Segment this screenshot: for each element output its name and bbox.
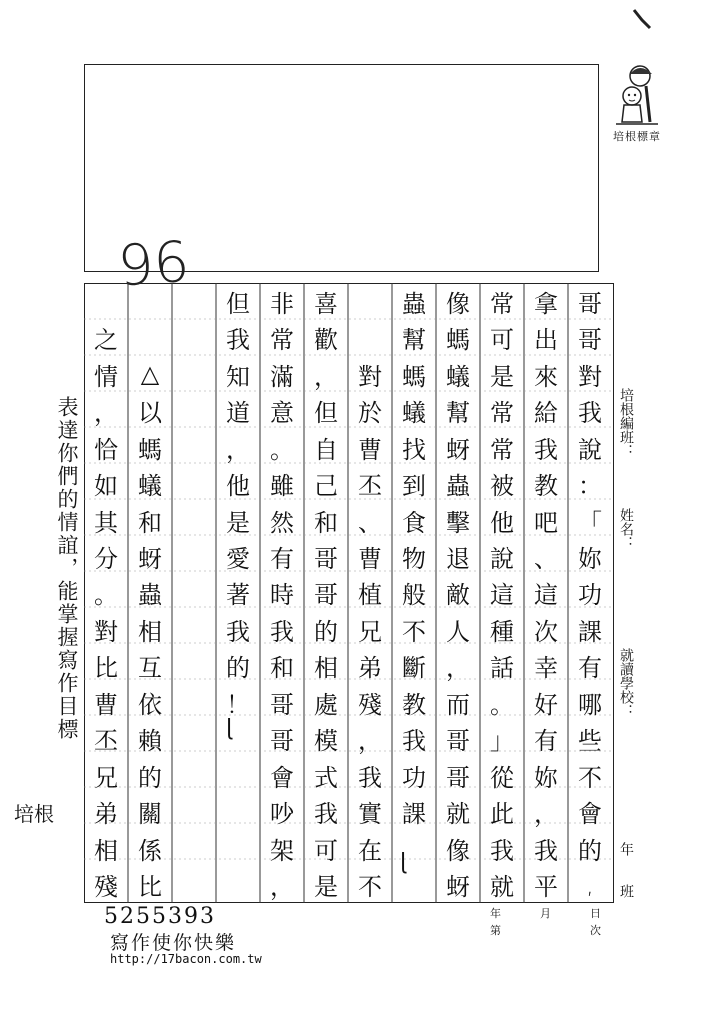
essay-char: 丕 <box>94 727 118 756</box>
essay-char: 而 <box>446 690 470 719</box>
essay-column <box>84 283 128 903</box>
essay-char: 話 <box>490 654 514 683</box>
essay-column <box>480 283 524 903</box>
essay-char: 教 <box>402 690 426 719</box>
essay-column <box>128 283 172 903</box>
essay-column <box>524 283 568 903</box>
essay-char: 可 <box>314 836 338 865</box>
essay-char <box>392 867 436 903</box>
essay-char: 相 <box>314 654 338 683</box>
essay-column <box>216 283 260 903</box>
footer-day: 日 <box>590 907 601 920</box>
essay-char: 好 <box>534 690 558 719</box>
essay-char: 給 <box>534 399 558 428</box>
essay-char: 般 <box>402 581 426 610</box>
essay-char: 常 <box>490 289 514 318</box>
essay-char <box>216 830 260 866</box>
essay-char <box>172 648 216 684</box>
essay-char: 我 <box>226 617 250 646</box>
essay-char: 被 <box>490 472 514 501</box>
essay-char: 我 <box>534 435 558 464</box>
essay-char: 架 <box>270 836 294 865</box>
footer-ci: 次 <box>590 924 601 937</box>
teacher-signature: 培根 <box>14 802 54 826</box>
essay-char: 蟲 <box>138 581 162 610</box>
essay-char: 的 <box>226 654 250 683</box>
essay-char: 恰 <box>94 435 118 464</box>
essay-char: 幫 <box>402 326 426 355</box>
essay-char <box>172 319 216 355</box>
essay-char: 比 <box>94 654 118 683</box>
essay-char <box>348 319 392 355</box>
essay-char: 他 <box>490 508 514 537</box>
essay-char: 。 <box>490 690 514 719</box>
essay-char <box>172 538 216 574</box>
essay-char: 分 <box>94 545 118 574</box>
essay-char <box>172 611 216 647</box>
essay-column <box>392 283 436 903</box>
essay-char: 哥 <box>270 727 294 756</box>
essay-char: 不 <box>358 873 382 902</box>
essay-char <box>172 392 216 428</box>
essay-char: 螞 <box>446 326 470 355</box>
essay-char: 妳 <box>534 763 558 792</box>
essay-char: 像 <box>446 289 470 318</box>
essay-char: 出 <box>534 326 558 355</box>
essay-char: 但 <box>314 399 338 428</box>
essay-char: 哪 <box>578 690 602 719</box>
essay-char: 道 <box>226 399 250 428</box>
essay-char: 是 <box>490 362 514 391</box>
essay-char: 殘 <box>358 690 382 719</box>
essay-char: 。 <box>94 581 118 610</box>
essay-char: 就 <box>490 873 514 902</box>
essay-char: 。 <box>270 435 294 464</box>
essay-char: 雖 <box>270 472 294 501</box>
footer-year: 年 <box>490 907 501 920</box>
essay-char: 來 <box>534 362 558 391</box>
essay-char: 相 <box>138 617 162 646</box>
essay-char: 是 <box>314 873 338 902</box>
essay-char: 就 <box>446 800 470 829</box>
essay-char <box>348 283 392 319</box>
essay-char: ： <box>578 472 602 501</box>
essay-char: 功 <box>402 763 426 792</box>
essay-char: 對 <box>578 362 602 391</box>
essay-char <box>216 757 260 793</box>
essay-char: 斷 <box>402 654 426 683</box>
essay-char: 蟻 <box>402 399 426 428</box>
essay-char: 妳 <box>578 545 602 574</box>
essay-char: 會 <box>270 763 294 792</box>
essay-char: 吧 <box>534 508 558 537</box>
essay-char: 對 <box>358 362 382 391</box>
essay-char: 我 <box>490 836 514 865</box>
essay-char: 和 <box>138 508 162 537</box>
essay-column <box>304 283 348 903</box>
essay-char: 課 <box>402 800 426 829</box>
essay-char: 式 <box>314 763 338 792</box>
footer-url: http://17bacon.com.tw <box>110 952 262 966</box>
essay-char: 植 <box>358 581 382 610</box>
essay-char: 蟻 <box>446 362 470 391</box>
essay-char <box>172 356 216 392</box>
essay-char: 歡 <box>314 326 338 355</box>
essay-char: 我 <box>534 836 558 865</box>
essay-char: 愛 <box>226 545 250 574</box>
essay-char: ， <box>446 654 470 683</box>
essay-char <box>216 721 260 757</box>
essay-char <box>216 794 260 830</box>
essay-char: 「 <box>578 508 602 537</box>
essay-char: 曹 <box>358 545 382 574</box>
essay-column <box>348 283 392 903</box>
essay-char: 次 <box>534 617 558 646</box>
essay-char: 然 <box>270 508 294 537</box>
essay-char: 食 <box>402 508 426 537</box>
essay-char: 模 <box>314 727 338 756</box>
essay-char: 哥 <box>446 763 470 792</box>
essay-char: 哥 <box>578 289 602 318</box>
essay-column <box>568 283 612 903</box>
essay-char: 依 <box>138 690 162 719</box>
essay-char: 兄 <box>358 617 382 646</box>
stamp-label: 培根標章 <box>613 130 661 143</box>
essay-char: ， <box>226 435 250 464</box>
essay-char: 曹 <box>94 690 118 719</box>
essay-char: 我 <box>358 763 382 792</box>
essay-char: 實 <box>358 800 382 829</box>
essay-char: 弟 <box>94 800 118 829</box>
essay-char: 如 <box>94 472 118 501</box>
essay-char: 丕 <box>358 472 382 501</box>
essay-char: 殘 <box>94 873 118 902</box>
essay-char: 種 <box>490 617 514 646</box>
essay-char <box>128 319 172 355</box>
essay-char: 我 <box>314 800 338 829</box>
essay-char: 有 <box>270 545 294 574</box>
essay-char <box>84 283 128 319</box>
essay-char: 弟 <box>358 654 382 683</box>
essay-char: 關 <box>138 800 162 829</box>
essay-char <box>172 794 216 830</box>
essay-char: 哥 <box>446 727 470 756</box>
essay-char: 以 <box>138 399 162 428</box>
essay-char: 賴 <box>138 727 162 756</box>
essay-char: 這 <box>490 581 514 610</box>
name-label: 姓名： <box>618 508 634 550</box>
grade-label: 年 <box>618 842 634 856</box>
essay-char: 蟲 <box>402 289 426 318</box>
essay-char: 的 <box>578 836 602 865</box>
footer-slogan: 寫作使你快樂 <box>110 932 237 954</box>
essay-char: 會 <box>578 800 602 829</box>
essay-char: △ <box>140 360 160 389</box>
essay-char: 哥 <box>314 581 338 610</box>
essay-char: 、 <box>358 508 382 537</box>
essay-char: 對 <box>94 617 118 646</box>
essay-char: 兄 <box>94 763 118 792</box>
essay-char <box>128 283 172 319</box>
essay-char: ， <box>270 873 294 902</box>
essay-char: 可 <box>490 326 514 355</box>
essay-char: 哥 <box>314 545 338 574</box>
essay-char <box>172 684 216 720</box>
essay-char: 意 <box>270 399 294 428</box>
essay-char <box>172 867 216 903</box>
essay-char: ， <box>534 800 558 829</box>
essay-char <box>172 465 216 501</box>
essay-char: 在 <box>358 836 382 865</box>
footer-code: 5255393 <box>104 904 216 929</box>
footer-di: 第 <box>490 924 501 937</box>
school-label: 就讀學校： <box>618 648 634 718</box>
essay-char: 自 <box>314 435 338 464</box>
essay-char: 和 <box>314 508 338 537</box>
essay-char: 我 <box>578 399 602 428</box>
essay-char: 是 <box>226 508 250 537</box>
essay-char: ！ <box>226 690 250 719</box>
essay-char: 此 <box>490 800 514 829</box>
essay-char <box>216 867 260 903</box>
essay-char <box>172 830 216 866</box>
essay-char: 的 <box>138 763 162 792</box>
essay-char: ， <box>94 399 118 428</box>
essay-char: 我 <box>270 617 294 646</box>
essay-char: 我 <box>226 326 250 355</box>
essay-char: 常 <box>490 435 514 464</box>
essay-char: 之 <box>94 326 118 355</box>
essay-char: 他 <box>226 472 250 501</box>
essay-char: 係 <box>138 836 162 865</box>
essay-char: 和 <box>270 654 294 683</box>
essay-char: 滿 <box>270 362 294 391</box>
essay-char: 常 <box>490 399 514 428</box>
essay-char <box>392 830 436 866</box>
essay-char: 說 <box>490 545 514 574</box>
essay-char: 的 <box>314 617 338 646</box>
essay-char: 處 <box>314 690 338 719</box>
essay-char <box>172 283 216 319</box>
essay-char: 退 <box>446 545 470 574</box>
essay-char: 常 <box>270 326 294 355</box>
essay-char: 到 <box>402 472 426 501</box>
essay-char: 吵 <box>270 800 294 829</box>
essay-char: 曹 <box>358 435 382 464</box>
essay-char: 時 <box>270 581 294 610</box>
essay-char: 哥 <box>270 690 294 719</box>
essay-char: 知 <box>226 362 250 391</box>
essay-char: 蚜 <box>446 435 470 464</box>
essay-char: 蚜 <box>446 873 470 902</box>
essay-char: 擊 <box>446 508 470 537</box>
score-mark: 96 <box>115 229 192 300</box>
essay-char: 不 <box>402 617 426 646</box>
essay-char: 我 <box>402 727 426 756</box>
essay-char: 不 <box>578 763 602 792</box>
essay-char: 像 <box>446 836 470 865</box>
essay-char <box>172 502 216 538</box>
class-label: 培根編班： <box>618 388 634 458</box>
tick-mark-2: ɭ <box>226 716 233 741</box>
essay-char: 平 <box>534 873 558 902</box>
essay-char: 課 <box>578 617 602 646</box>
essay-char: 蟻 <box>138 472 162 501</box>
essay-char: 人 <box>446 617 470 646</box>
essay-char: 著 <box>226 581 250 610</box>
essay-char: 非 <box>270 289 294 318</box>
essay-char: 螞 <box>138 435 162 464</box>
essay-char: 這 <box>534 581 558 610</box>
essay-char: 但 <box>226 289 250 318</box>
essay-char: 、 <box>534 545 558 574</box>
essay-char <box>172 575 216 611</box>
essay-column <box>260 283 304 903</box>
essay-char: 些 <box>578 727 602 756</box>
essay-char: 相 <box>94 836 118 865</box>
essay-char: ， <box>358 727 382 756</box>
essay-char: 幸 <box>534 654 558 683</box>
essay-char <box>172 429 216 465</box>
essay-char: 敵 <box>446 581 470 610</box>
essay-char: ， <box>314 362 338 391</box>
essay-char: 」 <box>490 727 514 756</box>
essay-char: 哥 <box>578 326 602 355</box>
essay-char: 說 <box>578 435 602 464</box>
essay-char: , <box>586 870 594 899</box>
essay-char: 其 <box>94 508 118 537</box>
essay-column <box>172 283 216 903</box>
essay-char: 情 <box>94 362 118 391</box>
essay-char: 功 <box>578 581 602 610</box>
essay-char: 互 <box>138 654 162 683</box>
essay-char: 己 <box>314 472 338 501</box>
essay-char: 有 <box>578 654 602 683</box>
essay-char: 喜 <box>314 289 338 318</box>
essay-char: 教 <box>534 472 558 501</box>
essay-char <box>172 721 216 757</box>
teacher-side-comment: 表達你們的情誼，能掌握寫作目標 <box>55 396 79 741</box>
essay-char: 於 <box>358 399 382 428</box>
tick-mark: ɭ <box>400 850 407 875</box>
essay-char: 拿 <box>534 289 558 318</box>
essay-char: 蚜 <box>138 545 162 574</box>
essay-char: 有 <box>534 727 558 756</box>
essay-char: 蟲 <box>446 472 470 501</box>
essay-char: 從 <box>490 763 514 792</box>
essay-char: 找 <box>402 435 426 464</box>
corner-mark-icon <box>632 8 652 30</box>
footer-month: 月 <box>540 907 551 920</box>
essay-column <box>436 283 480 903</box>
essay-char: 幫 <box>446 399 470 428</box>
class-suffix-label: 班 <box>618 884 634 898</box>
essay-char: 螞 <box>402 362 426 391</box>
essay-char: 物 <box>402 545 426 574</box>
essay-char: 比 <box>138 873 162 902</box>
essay-char <box>172 757 216 793</box>
